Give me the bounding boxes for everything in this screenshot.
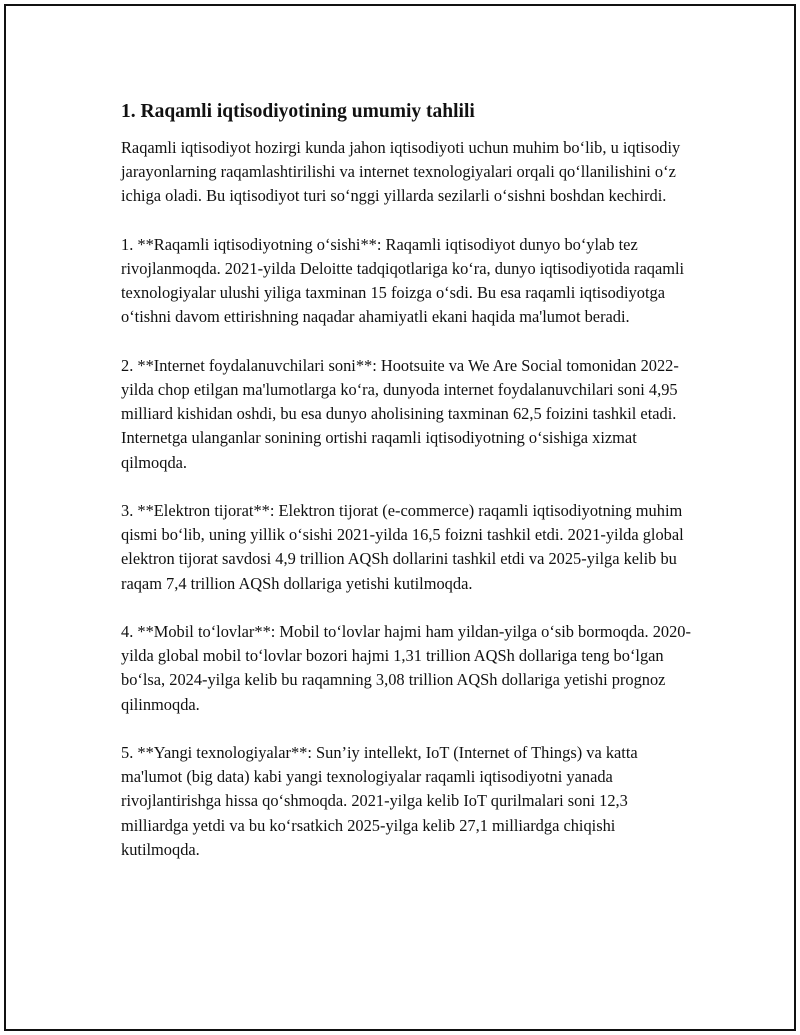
paragraph-new-technologies: 5. **Yangi texnologiyalar**: Sun’iy intellekt, IoT (Internet of Things) va katta ma'lumot (big data) kabi yangi texnologiyalar raqamli iqtisodiyotni yanada rivojlantirishga hissa qo‘shmoqda. 2021-yilga kelib IoT qurilmalari soni 12,3 milliardga yetdi va bu ko‘rsatkich 2025-yilga kelib 27,1 milliardga chiqishi kutilmoqda. <box>121 743 638 859</box>
paragraph-digital-economy-growth: 1. **Raqamli iqtisodiyotning o‘sishi**: Raqamli iqtisodiyot dunyo bo‘ylab tez rivojlanmoqda. 2021-yilda Deloitte tadqiqotlariga ko‘ra, dunyo iqtisodiyotida raqamli texnologiyalar ulushi yiliga taxminan 15 foizga o‘sdi. Bu esa raqamli iqtisodiyotga o‘tishni davom ettirishning naqadar ahamiyatli ekani haqida ma'lumot beradi. <box>121 234 685 327</box>
page-frame <box>4 4 796 1031</box>
paragraph-e-commerce: 3. **Elektron tijorat**: Elektron tijorat (e-commerce) raqamli iqtisodiyotning muhim qismi bo‘lib, uning yillik o‘sishi 2021-yilda 16,5 foizni tashkil etdi. 2021-yilda global elektron tijorat savdosi 4,9 trillion AQSh dollarini tashkil etdi va 2025-yilga kelib bu raqam 7,4 trillion AQSh dollariga yetishi kutilmoqda. <box>121 501 684 593</box>
document-body <box>121 100 696 886</box>
intro-paragraph: Raqamli iqtisodiyot hozirgi kunda jahon iqtisodiyoti uchun muhim bo‘lib, u iqtisodiy jarayonlarning raqamlashtirilishi va internet texnologiyalari orqali qo‘llanilishini o‘z ichiga oladi. Bu iqtisodiyot turi so‘nggi yillarda sezilarli o‘sishni boshdan kechirdi. <box>121 138 681 206</box>
section-heading: 1. Raqamli iqtisodiyotining umumiy tahlili <box>121 101 475 122</box>
paragraph-mobile-payments: 4. **Mobil to‘lovlar**: Mobil to‘lovlar hajmi ham yildan-yilga o‘sib bormoqda. 2020-yilda global mobil to‘lovlar bozori hajmi 1,31 trillion AQSh dollariga teng bo‘lgan bo‘lsa, 2024-yilga kelib bu raqamning 3,08 trillion AQSh dollariga yetishi prognoz qilinmoqda. <box>121 622 691 714</box>
paragraph-internet-users: 2. **Internet foydalanuvchilari soni**: Hootsuite va We Are Social tomonidan 2022-yilda chop etilgan ma'lumotlarga ko‘ra, dunyoda internet foydalanuvchilari soni 4,95 milliard kishidan oshdi, bu esa dunyo aholisining taxminan 62,5 foizini tashkil etadi. Internetga ulanganlar sonining ortishi raqamli iqtisodiyotning o‘sishiga xizmat qilmoqda. <box>121 355 679 472</box>
